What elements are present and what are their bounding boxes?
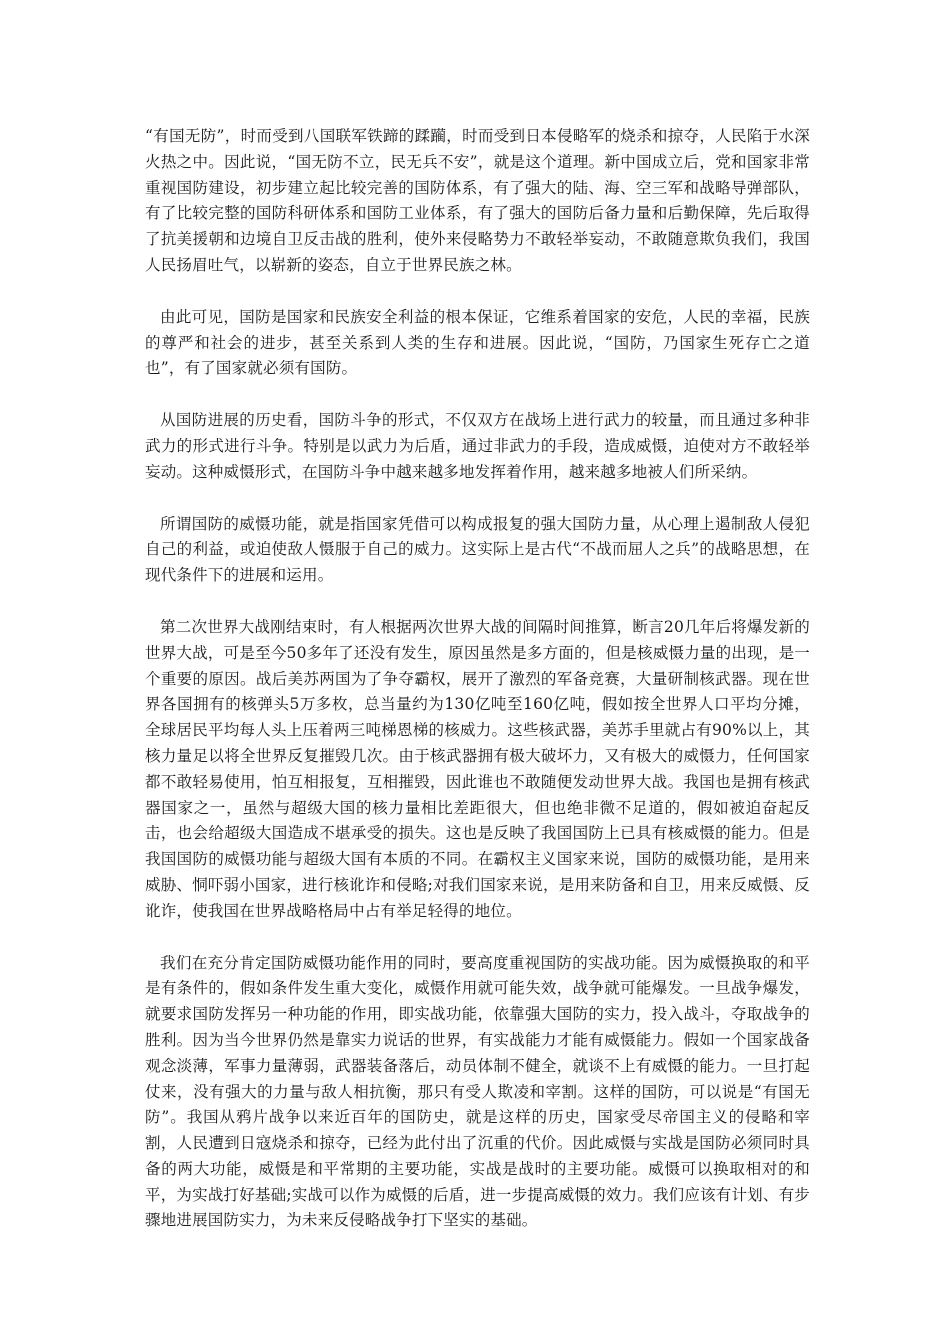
paragraph-3: 从国防进展的历史看，国防斗争的形式，不仅双方在战场上进行武力的较量，而且通过多种非武力的形式进行斗争。特别是以武力为后盾，通过非武力的手段，造成威慑，迫使对方不敢轻举妄动。这种威慑形式，在国防斗争中越来越多地发挥着作用，越来越多地被人们所采纳。	[145, 411, 810, 481]
paragraph-4: 所谓国防的威慑功能，就是指国家凭借可以构成报复的强大国防力量，从心理上遏制敌人侵犯自己的利益，或迫使敌人慑服于自己的威力。这实际上是古代“不战而屈人之兵”的战略思想，在现代条件下的进展和运用。	[145, 514, 810, 585]
document-body	[145, 124, 810, 1260]
paragraph-6: 我们在充分肯定国防威慑功能作用的同时，要高度重视国防的实战功能。因为威慑换取的和平是有条件的，假如条件发生重大变化，威慑作用就可能失效，战争就可能爆发。一旦战争爆发，就要求国防发挥另一种功能的作用，即实战功能，依靠强大国防的实力，投入战斗，夺取战争的胜利。因为当今世界仍然是靠实力说话的世界，有实战能力才能有威慑能力。假如一个国家战备观念淡薄，军事力量薄弱，武器装备落后，动员体制不健全，就谈不上有威慑的能力。一旦打起仗来，没有强大的力量与敌人相抗衡，那只有受人欺凌和宰割。这样的国防，可以说是“有国无防”。我国从鸦片战争以来近百年的国防史，就是这样的历史，国家受尽帝国主义的侵略和宰割，人民遭到日寇烧杀和掠夺，已经为此付出了沉重的代价。因此威慑与实战是国防必须同时具备的两大功能，威慑是和平常期的主要功能，实战是战时的主要功能。威慑可以换取相对的和平，为实战打好基础;实战可以作为威慑的后盾，进一步提高威慑的效力。我们应该有计划、有步骤地进展国防实力，为未来反侵略战争打下坚实的基础。	[145, 953, 810, 1230]
paragraph-2: 由此可见，国防是国家和民族安全利益的根本保证，它维系着国家的安危，人民的幸福，民族的尊严和社会的进步，甚至关系到人类的生存和进展。因此说，“国防，乃国家生死存亡之道也”，有了国家就必须有国防。	[145, 307, 810, 378]
paragraph-5: 第二次世界大战刚结束时，有人根据两次世界大战的间隔时间推算，断言20几年后将爆发新的世界大战，可是至今50多年了还没有发生，原因虽然是多方面的，但是核威慑力量的出现，是一个重要的原因。战后美苏两国为了争夺霸权，展开了激烈的军备竞赛，大量研制核武器。现在世界各国拥有的核弹头5万多枚，总当量约为130亿吨至160亿吨，假如按全世界人口平均分摊，全球居民平均每人头上压着两三吨梯恩梯的核威力。这些核武器，美苏手里就占有90%以上，其核力量足以将全世界反复摧毁几次。由于核武器拥有极大破坏力，又有极大的威慑力，任何国家都不敢轻易使用，怕互相报复，互相摧毁，因此谁也不敢随便发动世界大战。我国也是拥有核武器国家之一，虽然与超级大国的核力量相比差距很大，但也绝非微不足道的，假如被迫奋起反击，也会给超级大国造成不堪承受的损失。这也是反映了我国国防上已具有核威慑的能力。但是我国国防的威慑功能与超级大国有本质的不同。在霸权主义国家来说，国防的威慑功能，是用来威胁、恫吓弱小国家，进行核讹诈和侵略;对我们国家来说，是用来防备和自卫，用来反威慑、反讹诈，使我国在世界战略格局中占有举足轻得的地位。	[145, 617, 810, 920]
paragraph-1: “有国无防”，时而受到八国联军铁蹄的蹂躏，时而受到日本侵略军的烧杀和掠夺，人民陷于水深火热之中。因此说，“国无防不立，民无兵不安”，就是这个道理。新中国成立后，党和国家非常重视国防建设，初步建立起比较完善的国防体系，有了强大的陆、海、空三军和战略导弹部队，有了比较完整的国防科研体系和国防工业体系，有了强大的国防后备力量和后勤保障，先后取得了抗美援朝和边境自卫反击战的胜利，使外来侵略势力不敢轻举妄动，不敢随意欺负我们，我国人民扬眉吐气，以崭新的姿态，自立于世界民族之林。	[145, 127, 810, 274]
